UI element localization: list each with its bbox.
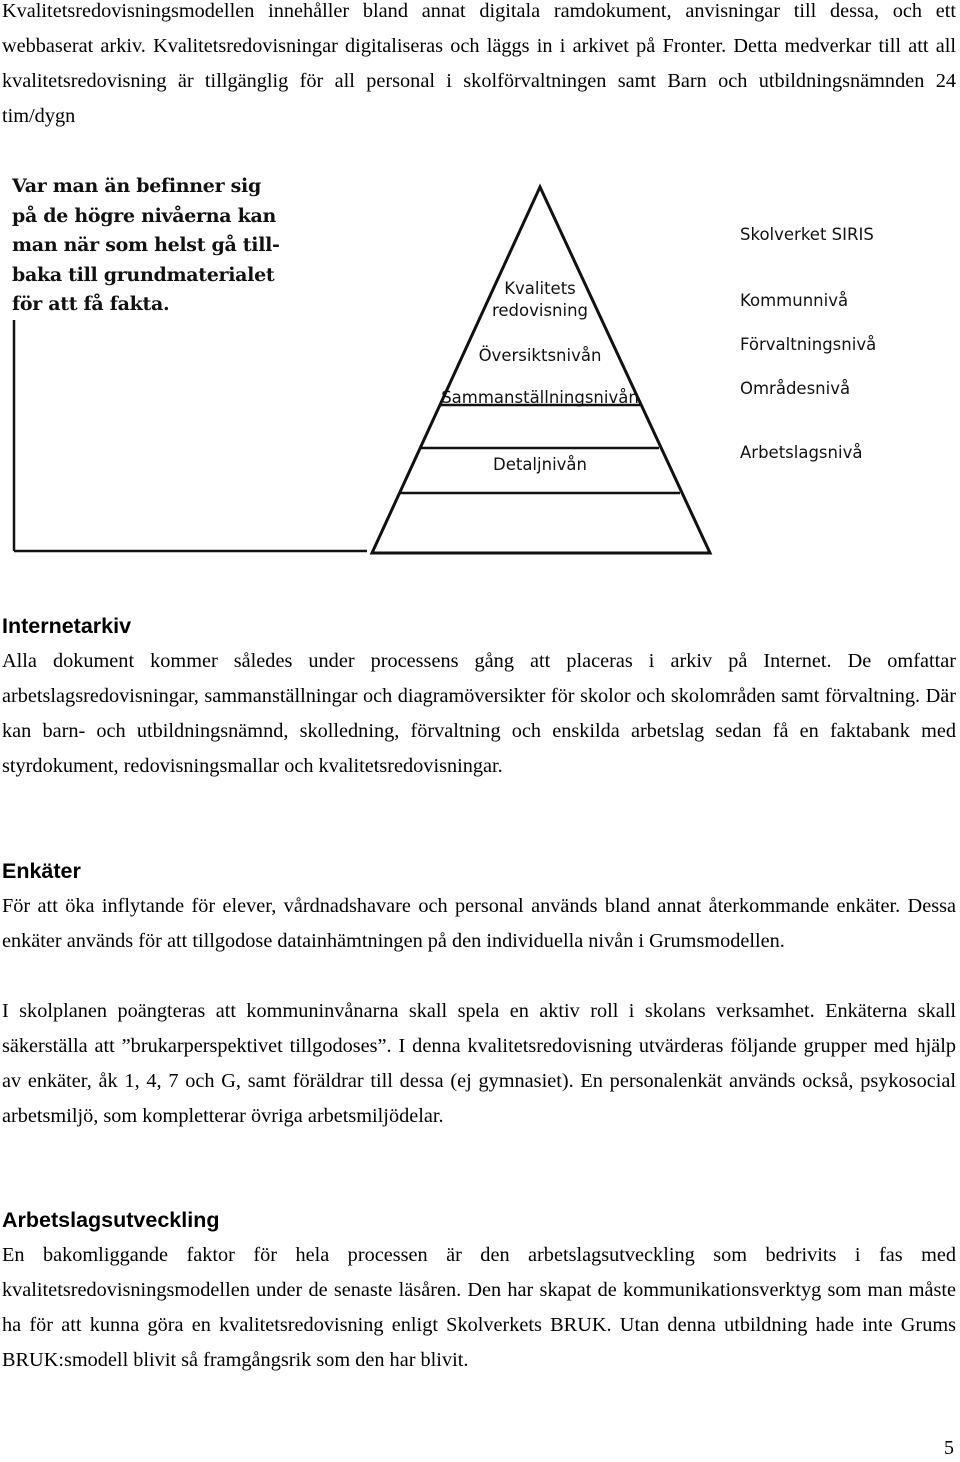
side-level-label: Förvaltningsnivå xyxy=(740,335,877,354)
figure-note-line: man när som helst gå till- xyxy=(12,234,280,256)
figure-note-line: på de högre nivåerna kan xyxy=(12,204,276,227)
figure-note-line: för att få fakta. xyxy=(12,293,170,315)
figure-note-line: Var man än befinner sig xyxy=(12,175,261,197)
section-paragraph: I skolplanen poängteras att kommuninvånarna skall spela en aktiv roll i skolans verksamhet. Enkäterna skall säkerställa att ”brukarperspektivet tillgodoses”. I denna kvalitetsredovisning utvärderas följande grupper med hjälp av enkäter, åk 1, 4, 7 och G, samt föräldrar till dessa (ej gymnasiet). En personalenkät används också, psykosocial arbetsmiljö, som kompletterar övriga arbetsmiljödelar. xyxy=(2,1000,956,1127)
section-heading-internetarkiv: Internetarkiv xyxy=(2,614,132,638)
section-paragraph: Alla dokument kommer således under processens gång att placeras i arkiv på Internet. De omfattar arbetslagsredovisningar, sammanställningar och diagramöversikter för skolor och skolområden samt förvaltning. Där kan barn- och utbildningsnämnd, skolledning, förvaltning och enskilda arbetslag sedan få en faktabank med styrdokument, redovisningsmallar och kvalitetsredovisningar. xyxy=(2,650,956,777)
side-level-label: Skolverket SIRIS xyxy=(740,225,874,244)
page-number: 5 xyxy=(944,1437,954,1459)
section-paragraph: För att öka inflytande för elever, vårdnadshavare och personal används bland annat återkommande enkäter. Dessa enkäter används för att tillgodose datainhämtningen på den individuella nivån i Grumsmodellen. xyxy=(2,895,956,952)
pyramid-level-label: Kvalitets xyxy=(504,279,576,298)
pyramid-outline xyxy=(372,187,710,553)
side-level-label: Områdesnivå xyxy=(740,379,851,398)
section-heading-arbetslagsutveckling: Arbetslagsutveckling xyxy=(2,1208,220,1232)
intro-paragraph: Kvalitetsredovisningsmodellen innehåller bland annat digitala ramdokument, anvisningar till dessa, och ett webbaserat arkiv. Kvalitetsredovisningar digitaliseras och läggs in i arkivet på Fronter. Detta medverkar till att all kvalitetsredovisning är tillgänglig för all personal i skolförvaltningen samt Barn och utbildningsnämnden 24 tim/dygn xyxy=(2,0,956,127)
side-level-label: Kommunnivå xyxy=(740,291,849,310)
side-level-label: Arbetslagsnivå xyxy=(740,443,863,462)
pyramid-level-label: Översiktsnivån xyxy=(478,346,602,365)
figure-note-line: baka till grundmaterialet xyxy=(12,263,275,286)
pyramid-level-label: Sammanställningsnivån xyxy=(441,388,639,407)
pyramid-level-label: Detaljnivån xyxy=(493,455,587,474)
section-paragraph: En bakomliggande faktor för hela processen är den arbetslagsutveckling som bedrivits i fas med kvalitetsredovisningsmodellen under de senaste läsåren. Den har skapat de kommunikationsverktyg som man måste ha för att kunna göra en kvalitetsredovisning enligt Skolverkets BRUK. Utan denna utbildning hade inte Grums BRUK:smodell blivit så framgångsrik som den har blivit. xyxy=(2,1244,956,1371)
figure-note xyxy=(12,172,282,320)
section-heading-enkater: Enkäter xyxy=(2,859,81,883)
pyramid-level-label: redovisning xyxy=(491,301,589,320)
